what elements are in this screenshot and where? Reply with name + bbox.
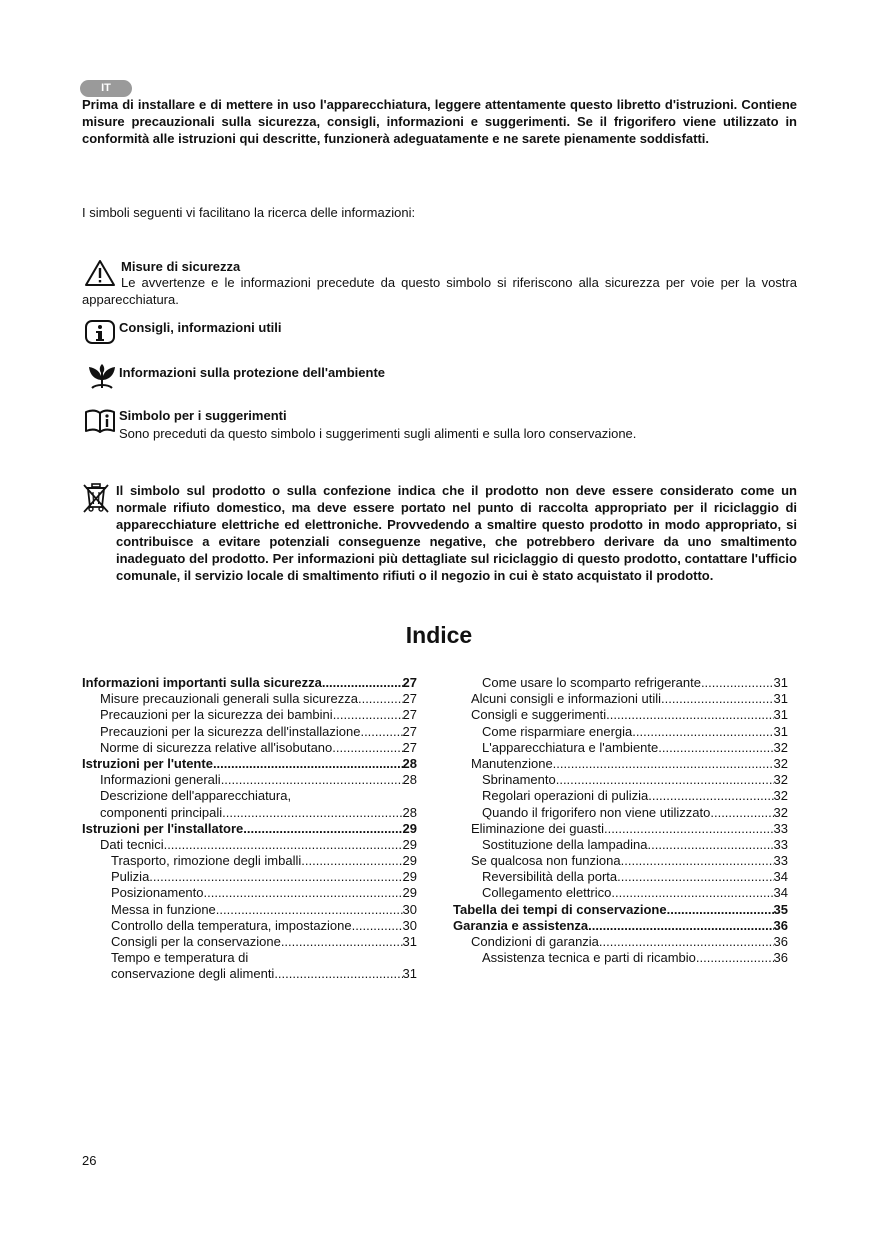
toc-entry-title: Posizionamento (111, 885, 204, 901)
page-number: 26 (82, 1153, 97, 1168)
toc-entry-page: 29 (402, 885, 417, 901)
toc-entry-title: Informazioni generali (100, 772, 221, 788)
toc-entry-title: Istruzioni per l'utente (82, 755, 213, 771)
toc-entry-title: Manutenzione (471, 755, 553, 771)
toc-leader-dots (648, 837, 774, 853)
toc-entry (453, 950, 788, 966)
toc-entry-page: 27 (402, 739, 417, 755)
toc-entry-title: Tempo e temperatura di (111, 950, 249, 966)
toc-entry-page: 30 (402, 901, 417, 917)
toc-entry-title: Istruzioni per l'installatore (82, 820, 244, 836)
toc-entry (453, 837, 788, 853)
symbols-intro: I simboli seguenti vi facilitano la ricerca delle informazioni: (82, 205, 416, 220)
toc-entry-page: 32 (773, 788, 788, 804)
toc-entry (453, 853, 788, 869)
toc-entry-page: 31 (402, 934, 417, 949)
toc-leader-dots (164, 837, 403, 853)
toc-leader-dots (332, 740, 402, 756)
toc-entry-title: Se qualcosa non funziona (471, 853, 621, 869)
toc-entry-title: componenti principali (100, 804, 223, 820)
toc-leader-dots (204, 885, 403, 901)
toc-entry-title: Precauzioni per la sicurezza dell'installazione (100, 723, 361, 739)
toc-entry-title: Garanzia e assistenza (453, 917, 589, 933)
toc-leader-dots (588, 918, 773, 934)
toc-entry (82, 950, 417, 966)
index-title: Indice (405, 622, 473, 648)
toc-entry-page: 28 (402, 804, 417, 820)
toc-leader-dots (710, 805, 773, 821)
toc-entry-title: Controllo della temperatura, impostazione (111, 917, 352, 933)
safety-symbol-title: Misure di sicurezza (121, 259, 241, 274)
toc-leader-dots (658, 740, 773, 756)
toc-entry (82, 805, 417, 821)
toc-entry-page: 36 (773, 917, 788, 933)
toc-leader-dots (621, 853, 774, 869)
toc-entry-title: Assistenza tecnica e parti di ricambio (482, 950, 696, 966)
toc-entry (82, 821, 417, 837)
toc-entry-title: Condizioni di garanzia (471, 934, 599, 949)
info-symbol-title: Consigli, informazioni utili (119, 320, 282, 335)
toc-entry (453, 869, 788, 885)
toc-entry (453, 675, 788, 691)
toc-leader-dots (243, 821, 402, 837)
toc-entry-page: 28 (402, 755, 417, 771)
toc-entry-page: 33 (773, 853, 788, 869)
toc-entry-title: L'apparecchiatura e l'ambiente (482, 739, 659, 755)
toc-leader-dots (216, 902, 403, 918)
toc-entry-title: conservazione degli alimenti (111, 966, 275, 982)
toc-entry-page: 34 (773, 885, 788, 901)
toc-entry-title: Collegamento elettrico (482, 885, 612, 901)
tips-symbol-title: Simbolo per i suggerimenti (119, 408, 287, 423)
toc-entry-page: 27 (402, 675, 417, 690)
toc-entry-page: 36 (773, 934, 788, 949)
toc-entry-title: Regolari operazioni di pulizia (482, 788, 649, 804)
toc-entry-page: 32 (773, 739, 788, 755)
toc-entry (82, 691, 417, 707)
toc-leader-dots (556, 772, 774, 788)
environment-leaf-icon (86, 362, 118, 390)
toc-entry-title: Messa in funzione (111, 901, 216, 917)
toc-entry-page: 35 (773, 901, 788, 917)
toc-leader-dots (606, 707, 773, 723)
toc-entry (82, 853, 417, 869)
toc-entry-page: 33 (773, 836, 788, 852)
toc-entry-page: 27 (402, 723, 417, 739)
toc-leader-dots (617, 869, 773, 885)
toc-entry (82, 885, 417, 901)
toc-leader-dots (281, 934, 403, 950)
toc-leader-dots (149, 869, 402, 885)
toc-entry-page: 31 (773, 707, 788, 723)
toc-entry-page: 31 (773, 675, 788, 690)
toc-entry (453, 821, 788, 837)
toc-leader-dots (696, 950, 774, 966)
toc-entry (82, 756, 417, 772)
toc-leader-dots (360, 724, 402, 740)
toc-entry (82, 837, 417, 853)
toc-entry-title: Sbrinamento (482, 772, 556, 788)
language-badge: IT (80, 80, 132, 97)
toc-entry (453, 740, 788, 756)
toc-entry (453, 724, 788, 740)
toc-leader-dots (322, 675, 403, 691)
toc-entry-page: 29 (402, 836, 417, 852)
toc-left-column (82, 675, 417, 983)
toc-entry-title: Informazioni importanti sulla sicurezza (82, 675, 322, 690)
toc-leader-dots (213, 756, 403, 772)
toc-entry (82, 966, 417, 982)
safety-symbol-text: Le avvertenze e le informazioni precedute da questo simbolo si riferiscono alla sicurezza per voie per la vostra apparecchiatura. (82, 275, 797, 307)
toc-leader-dots (274, 966, 402, 982)
toc-leader-dots (222, 805, 402, 821)
toc-entry-page: 32 (773, 772, 788, 788)
toc-entry (453, 772, 788, 788)
toc-entry-page: 32 (773, 804, 788, 820)
toc-leader-dots (553, 756, 774, 772)
tips-symbol-text: Sono preceduti da questo simbolo i suggerimenti sugli alimenti e sulla loro conservazione. (119, 426, 637, 441)
toc-leader-dots (604, 821, 774, 837)
toc-entry-page: 27 (402, 707, 417, 723)
toc-entry-title: Precauzioni per la sicurezza dei bambini (100, 707, 333, 723)
toc-entry (453, 691, 788, 707)
toc-entry-title: Consigli e suggerimenti (471, 707, 607, 723)
toc-entry-title: Tabella dei tempi di conservazione (453, 901, 667, 917)
toc-entry-page: 34 (773, 869, 788, 885)
toc-entry-title: Pulizia (111, 869, 150, 885)
toc-entry-page: 28 (402, 772, 417, 788)
toc-leader-dots (333, 707, 403, 723)
toc-entry-page: 31 (773, 691, 788, 707)
toc-entry-page: 32 (773, 755, 788, 771)
toc-entry-page: 27 (402, 691, 417, 707)
toc-entry-title: Come risparmiare energia (482, 723, 633, 739)
toc-entry (453, 902, 788, 918)
toc-entry-page: 31 (773, 723, 788, 739)
toc-entry-page: 29 (402, 820, 417, 836)
weee-paragraph: Il simbolo sul prodotto o sulla confezione indica che il prodotto non deve essere considerato come un normale rifiuto domestico, ma deve essere portato nel punto di raccolta appropriato per il riciclaggio di apparecchiature elettriche ed elettroniche. Provvedendo a smaltire questo prodotto in modo appropriato, si contribuisce a evitare potenziali conseguenze negative, che potrebbero derivare da uno smaltimento inadeguato del prodotto. Per informazioni più dettagliate sul riciclaggio di questo prodotto, contattare l'ufficio comunale, il servizio locale di smaltimento rifiuti o il negozio in cui è stato acquistato il prodotto. (116, 483, 797, 583)
toc-entry-page: 33 (773, 820, 788, 836)
toc-entry-title: Dati tecnici (100, 836, 164, 852)
toc-entry-title: Sostituzione della lampadina (482, 836, 648, 852)
toc-entry (453, 707, 788, 723)
toc-entry (453, 934, 788, 950)
toc-leader-dots (661, 691, 774, 707)
intro-paragraph: Prima di installare e di mettere in uso l'apparecchiatura, leggere attentamente questo libretto d'istruzioni. Contiene misure precauzionali sulla sicurezza, consigli, informazioni e suggerimenti. Se il frigorifero viene utilizzato in conformità alle istruzioni qui descritte, funzionerà adeguatamente e ne sarete pienamente soddisfatti. (82, 97, 797, 146)
environment-symbol-title: Informazioni sulla protezione dell'ambiente (119, 365, 386, 380)
book-tips-icon (84, 407, 116, 435)
toc-leader-dots (648, 788, 773, 804)
toc-entry (82, 675, 417, 691)
toc-entry-page: 29 (402, 869, 417, 885)
toc-entry-page: 31 (402, 966, 417, 982)
toc-entry (82, 918, 417, 934)
toc-entry-page: 36 (773, 950, 788, 966)
toc-entry-title: Reversibilità della porta (482, 869, 618, 885)
toc-entry (82, 740, 417, 756)
toc-leader-dots (701, 675, 774, 691)
toc-entry-title: Misure precauzionali generali sulla sicurezza (100, 691, 358, 707)
toc-entry (82, 707, 417, 723)
toc-entry (453, 885, 788, 901)
toc-leader-dots (221, 772, 403, 788)
toc-entry (82, 869, 417, 885)
toc-leader-dots (358, 691, 403, 707)
toc-entry-title: Descrizione dell'apparecchiatura, (100, 788, 292, 804)
toc-entry-page: 29 (402, 853, 417, 869)
toc-entry-title: Eliminazione dei guasti (471, 820, 604, 836)
toc-leader-dots (611, 885, 773, 901)
toc-entry (453, 805, 788, 821)
toc-entry (453, 918, 788, 934)
toc-entry-title: Trasporto, rimozione degli imballi (111, 853, 302, 869)
toc-entry-title: Norme di sicurezza relative all'isobutano (100, 739, 333, 755)
toc-entry (82, 772, 417, 788)
toc-entry (82, 724, 417, 740)
crossed-bin-icon (82, 482, 110, 514)
toc-entry (453, 756, 788, 772)
toc-entry (453, 788, 788, 804)
toc-right-column (453, 675, 788, 966)
toc-entry-title: Alcuni consigli e informazioni utili (471, 691, 662, 707)
toc-entry-title: Quando il frigorifero non viene utilizzato (482, 804, 711, 820)
toc-entry-title: Come usare lo scomparto refrigerante (482, 675, 701, 690)
toc-leader-dots (301, 853, 402, 869)
toc-entry-page: 30 (402, 917, 417, 933)
toc-entry (82, 788, 417, 804)
toc-entry (82, 902, 417, 918)
toc-leader-dots (352, 918, 403, 934)
toc-leader-dots (667, 902, 774, 918)
toc-leader-dots (632, 724, 773, 740)
toc-entry-title: Consigli per la conservazione (111, 934, 281, 949)
info-icon (84, 318, 116, 346)
toc-entry (82, 934, 417, 950)
toc-leader-dots (599, 934, 774, 950)
